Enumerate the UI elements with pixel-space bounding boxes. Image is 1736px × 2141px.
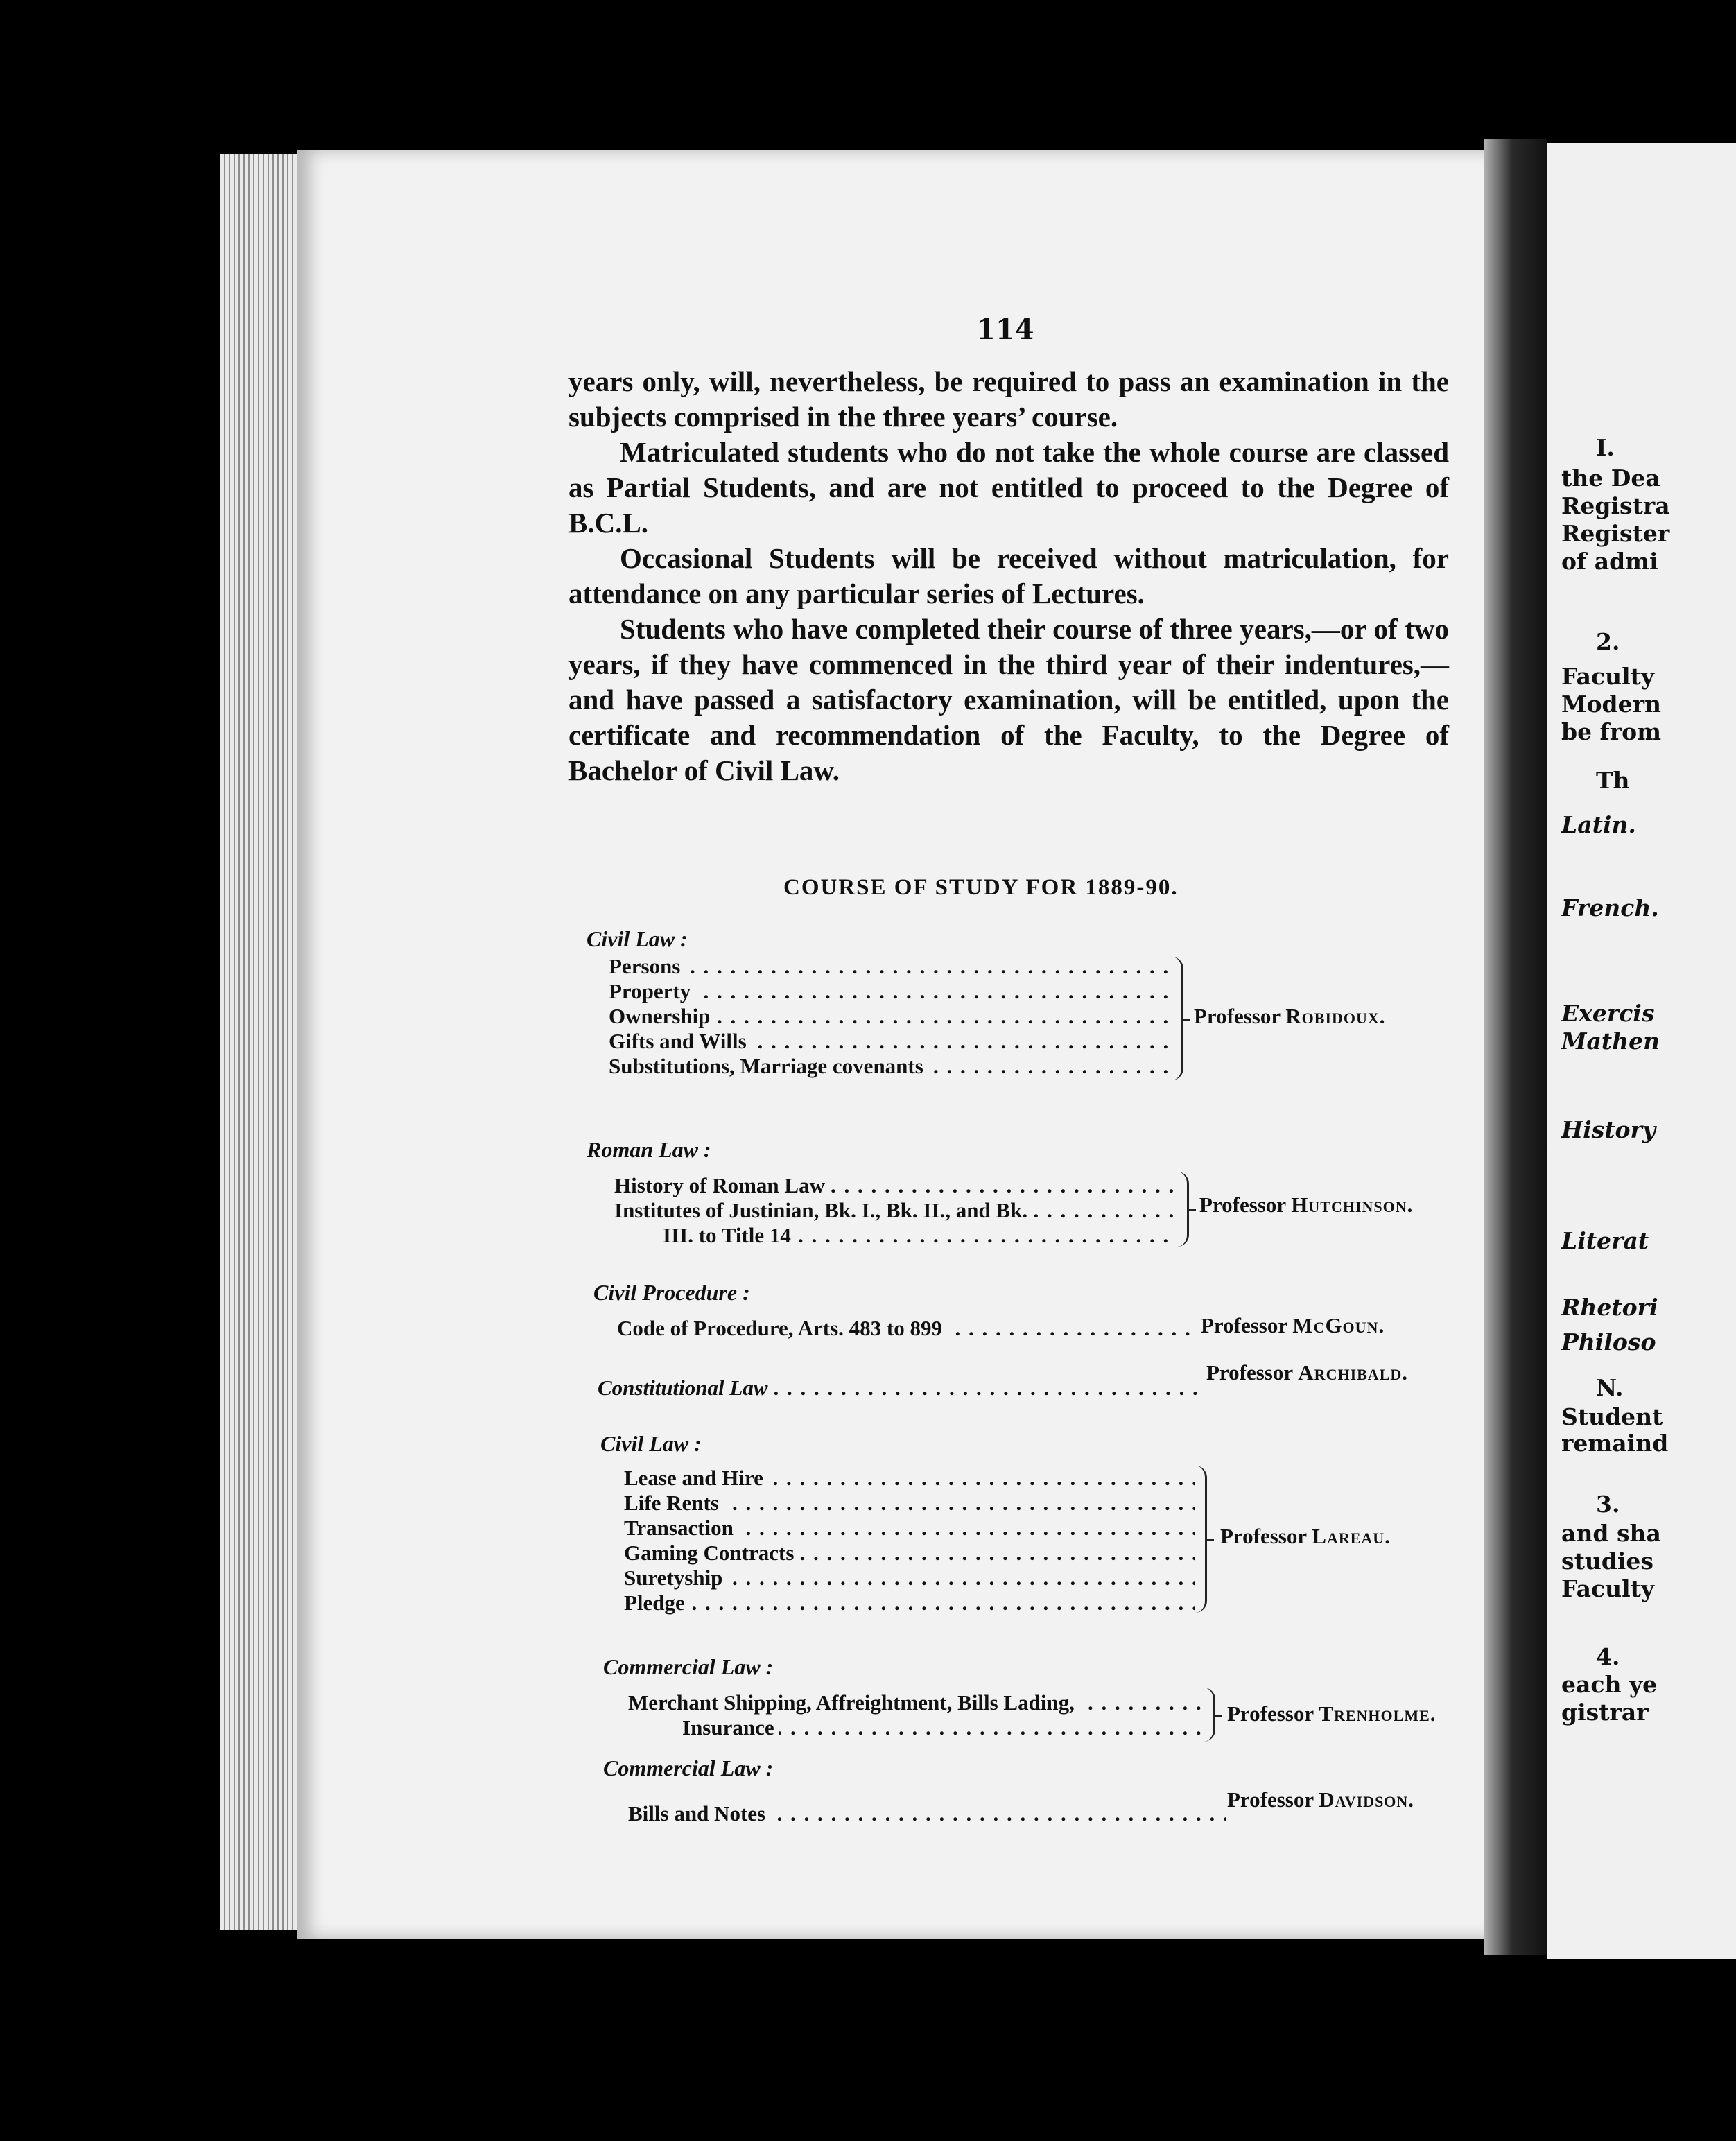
paragraph: years only, will, nevertheless, be required to pass an examination in the subjects comprised in the three years’ course.	[568, 365, 1449, 433]
section-subject: Civil Procedure :	[593, 1280, 750, 1305]
professor-name: Professor Davidson.	[1227, 1787, 1415, 1812]
course-item	[624, 1466, 1195, 1491]
course-item	[598, 1376, 1201, 1401]
professor-name: Professor Hutchinson.	[1199, 1193, 1414, 1217]
facing-text: Th	[1596, 767, 1630, 794]
facing-text: Exercis	[1561, 1000, 1655, 1027]
facing-text: Mathen	[1561, 1028, 1660, 1055]
course-item	[609, 1029, 1170, 1054]
course-item	[609, 1054, 1170, 1079]
facing-text: be from	[1561, 718, 1662, 745]
course-item	[617, 1316, 1195, 1341]
course-item-label: Pledge	[624, 1590, 689, 1615]
facing-text: Register	[1561, 520, 1670, 547]
course-item	[624, 1541, 1195, 1566]
facing-text: Philoso	[1561, 1328, 1656, 1355]
body-text	[568, 364, 1449, 788]
facing-text: 3.	[1596, 1491, 1620, 1518]
course-item-label: Substitutions, Marriage covenants	[609, 1054, 928, 1078]
facing-text: remaind	[1561, 1430, 1669, 1457]
course-item	[628, 1801, 1226, 1826]
facing-text: studies	[1561, 1548, 1653, 1575]
facing-text: each ye	[1561, 1671, 1658, 1698]
course-item	[624, 1566, 1195, 1590]
course-item	[624, 1590, 1195, 1615]
professor-name: Professor Lareau.	[1220, 1524, 1391, 1548]
page-number: 114	[976, 313, 1034, 346]
facing-text: Faculty	[1561, 1575, 1655, 1602]
brace	[1195, 1466, 1207, 1613]
facing-text: 4.	[1596, 1643, 1620, 1670]
course-item-label: Gaming Contracts	[624, 1541, 798, 1565]
course-item	[682, 1715, 1201, 1740]
facing-text: N.	[1596, 1374, 1624, 1401]
course-item	[663, 1223, 1173, 1248]
section-subject: Commercial Law :	[603, 1756, 774, 1780]
section-subject: Civil Law :	[587, 926, 688, 951]
section-subject: Constitutional Law	[598, 1376, 772, 1400]
facing-text: 2.	[1596, 628, 1620, 655]
course-item-label: III. to Title 14	[663, 1223, 795, 1247]
facing-text: Rhetori	[1561, 1294, 1658, 1321]
section-subject: Roman Law :	[587, 1137, 711, 1162]
professor-name: Professor Archibald.	[1206, 1360, 1409, 1385]
facing-text: Registra	[1561, 492, 1670, 519]
section-subject: Commercial Law :	[603, 1654, 774, 1679]
paragraph: Matriculated students who do not take the whole course are classed as Partial Students, and are not entitled to proceed to the Degree of B.C.L.	[568, 436, 1449, 539]
professor-name: Professor McGoun.	[1201, 1313, 1385, 1337]
paragraph: Students who have completed their course of three years,—or of two years, if they have commenced in the third year of their indentures,—and have passed a satisfactory examination, will be entitled, upon the certificate and recommendation of the Faculty, to the Degree of Bachelor of Civil Law.	[568, 613, 1449, 786]
course-item-label: Merchant Shipping, Affreightment, Bills Lading,	[628, 1690, 1079, 1715]
brace	[1172, 957, 1183, 1080]
course-item-label: Institutes of Justinian, Bk. I., Bk. II., and Bk.	[614, 1198, 1032, 1222]
facing-text: I.	[1596, 434, 1615, 461]
course-item-label: Persons	[609, 954, 684, 978]
section-subject: Civil Law :	[600, 1431, 702, 1456]
professor-name: Professor Trenholme.	[1227, 1701, 1436, 1726]
facing-text: French.	[1561, 894, 1659, 921]
course-item	[614, 1198, 1173, 1223]
course-item-label: Code of Procedure, Arts. 483 to 899	[617, 1316, 946, 1340]
course-item	[609, 954, 1170, 979]
facing-text: of admi	[1561, 548, 1658, 575]
course-item-label: Life Rents	[624, 1491, 723, 1515]
page-edges	[220, 154, 297, 1930]
facing-text: Student	[1561, 1403, 1663, 1430]
facing-text: Literat	[1561, 1227, 1649, 1254]
course-item	[609, 979, 1170, 1004]
course-item-label: Ownership	[609, 1004, 714, 1028]
facing-page	[1547, 143, 1736, 1959]
course-item-label: Insurance	[682, 1715, 779, 1740]
paragraph: Occasional Students will be received without matriculation, for attendance on any particular series of Lectures.	[568, 542, 1449, 609]
facing-text: Modern	[1561, 691, 1661, 718]
book-gutter	[1484, 139, 1547, 1955]
course-item	[614, 1173, 1173, 1198]
brace	[1204, 1688, 1215, 1742]
facing-text: the Dea	[1561, 465, 1660, 492]
course-item-label: Suretyship	[624, 1566, 727, 1590]
course-item-label: Transaction	[624, 1516, 738, 1540]
brace	[1177, 1172, 1189, 1247]
facing-text: Latin.	[1561, 811, 1636, 838]
course-item	[609, 1004, 1170, 1029]
course-item-label: Lease and Hire	[624, 1466, 767, 1490]
course-item-label: Property	[609, 979, 695, 1003]
facing-text: and sha	[1561, 1520, 1661, 1547]
course-item	[624, 1491, 1195, 1516]
professor-name: Professor Robidoux.	[1194, 1004, 1386, 1028]
course-item-label: Bills and Notes	[628, 1801, 770, 1826]
course-item	[624, 1516, 1195, 1541]
facing-text: History	[1561, 1116, 1656, 1143]
facing-text: Faculty	[1561, 663, 1655, 690]
course-item	[628, 1690, 1202, 1715]
course-title: COURSE OF STUDY FOR 1889-90.	[783, 875, 1179, 900]
course-item-label: Gifts and Wills	[609, 1029, 751, 1053]
facing-text: gistrar	[1561, 1699, 1649, 1726]
course-item-label: History of Roman Law	[614, 1173, 829, 1197]
